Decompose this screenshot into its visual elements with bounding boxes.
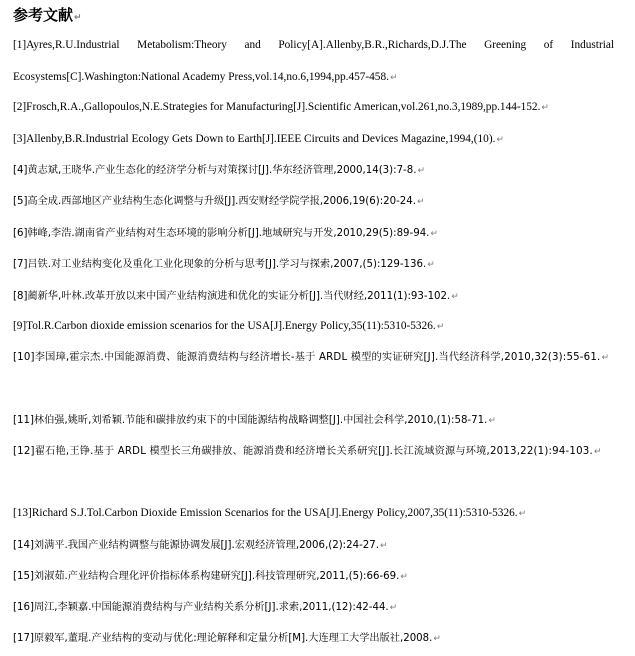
paragraph-mark-icon: ↵ [400,572,408,582]
paragraph-mark-icon: ↵ [496,135,504,145]
reference-item-13: [13]Richard S.J.Tol.Carbon Dioxide Emission Scenarios for the USA[J].Energy Policy,2007,35(11):5310-5326.↵ [13,507,527,519]
paragraph-mark-icon: ↵ [601,353,610,363]
reference-item-12: [12]翟石艳,王铮.基于 ARDL 模型长三角碳排放、能源消费和经济增长关系研究[J].长江流域资源与环境,2013,22(1):94-103.↵ [13,446,602,457]
reference-item-16: [16]周江,李颖嘉.中国能源消费结构与产业结构关系分析[J].求索,2011,(12):42-44.↵ [13,602,398,613]
paragraph-mark-icon: ↵ [389,72,398,83]
reference-item-3: [3]Allenby,B.R.Industrial Ecology Gets Down to Earth[J].IEEE Circuits and Devices Magazine,1994,(10).↵ [13,133,504,145]
paragraph-mark-icon: ↵ [389,603,398,613]
reference-item-6: [6]韩峰,李浩.湖南省产业结构对生态环境的影响分析[J].地域研究与开发,2010,29(5):89-94.↵ [13,228,438,239]
reference-item-8: [8]蔺新华,叶林.改革开放以来中国产业结构演进和优化的实证分析[J].当代财经,2011(1):93-102.↵ [13,291,459,302]
reference-item-1: [1]Ayres,R.U.Industrial Metabolism:Theory and Policy[A].Allenby,B.R.,Richards,D.J.The Greening of Industrial Ecosystems[C].Washington:National Academy Press,vol.14,no.6,1994,pp.457-458.↵ [13,39,614,83]
paragraph-mark-icon: ↵ [593,447,602,457]
references-heading: 参考文献↵ [13,6,82,24]
reference-item-15: [15]刘淑茹.产业结构合理化评价指标体系构建研究[J].科技管理研究,2011,(5):66-69.↵ [13,571,408,582]
reference-item-9: [9]Tol.R.Carbon dioxide emission scenarios for the USA[J].Energy Policy,35(11):5310-5326.↵ [13,320,445,332]
reference-item-4: [4]黄志斌,王晓华.产业生态化的经济学分析与对策探讨[J].华东经济管理,2000,14(3):7-8.↵ [13,165,425,176]
paragraph-mark-icon: ↵ [541,103,549,113]
paragraph-mark-icon: ↵ [427,260,435,270]
paragraph-mark-icon: ↵ [451,292,459,302]
reference-item-10: [10]李国璋,霍宗杰.中国能源消费、能源消费结构与经济增长-基于 ARDL 模型的实证研究[J].当代经济科学,2010,32(3):55-61.↵ [13,352,610,363]
paragraph-mark-icon: ↵ [488,416,496,426]
paragraph-mark-icon: ↵ [436,322,445,332]
reference-item-5: [5]高全成.西部地区产业结构生态化调整与升级[J].西安财经学院学报,2006,19(6):20-24.↵ [13,196,425,207]
reference-item-11: [11]林伯强,姚昕,刘希颖.节能和碳排放约束下的中国能源结构战略调整[J].中国社会科学,2010,(1):58-71.↵ [13,415,496,426]
paragraph-mark-icon: ↵ [430,229,438,239]
paragraph-mark-icon: ↵ [379,541,388,551]
paragraph-mark-icon: ↵ [74,13,82,23]
paragraph-mark-icon: ↵ [433,634,441,644]
reference-item-2: [2]Frosch,R.A.,Gallopoulos,N.E.Strategies for Manufacturing[J].Scientific American,vol.261,no.3,1989,pp.144-152.↵ [13,101,549,113]
reference-item-7: [7]吕铁.对工业结构变化及重化工业化现象的分析与思考[J].学习与探索,2007,(5):129-136.↵ [13,259,435,270]
paragraph-mark-icon: ↵ [417,166,425,176]
reference-item-14: [14]刘满平.我国产业结构调整与能源协调发展[J].宏观经济管理,2006,(2):24-27.↵ [13,540,388,551]
paragraph-mark-icon: ↵ [417,197,425,207]
reference-item-17: [17]原毅军,董琨.产业结构的变动与优化:理论解释和定量分析[M].大连理工大学出版社,2008.↵ [13,633,441,644]
paragraph-mark-icon: ↵ [518,509,527,519]
